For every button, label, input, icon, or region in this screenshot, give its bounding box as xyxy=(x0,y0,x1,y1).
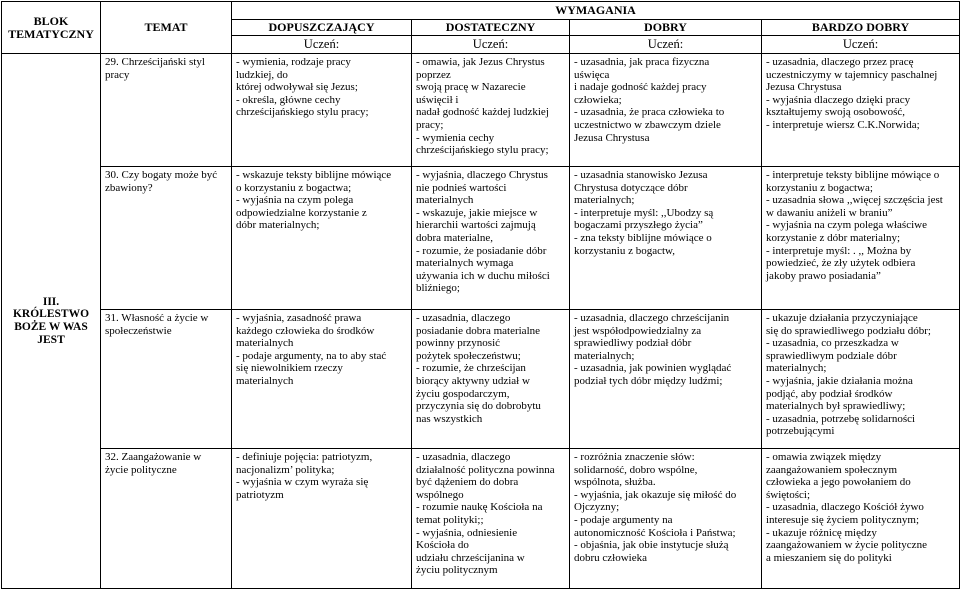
requirement-line: korzystanie z dóbr materialny; xyxy=(766,231,901,244)
requirement-line: życiu gospodarczym, xyxy=(416,387,510,400)
requirement-line: Jezusa Chrystusa xyxy=(574,131,650,144)
requirement-line: - wymienia cechy xyxy=(416,131,495,144)
requirement-line: nacjonalizm’ polityka; xyxy=(236,463,335,476)
requirement-line: nie podnieś wartości xyxy=(416,181,507,194)
requirement-line: pracy; xyxy=(416,118,444,131)
requirement-line: wspólnota, służba. xyxy=(574,476,656,489)
requirement-line: - objaśnia, jak obie instytucje służą xyxy=(574,539,729,552)
req-bardzo-dobry xyxy=(762,310,960,449)
requirement-line: przyczynia się do dobrobytu xyxy=(416,400,541,413)
requirement-line: - uzasadnia, dlaczego chrześcijanin xyxy=(574,312,730,324)
requirement-line: materialnych; xyxy=(574,349,635,362)
req-dopuszczajacy xyxy=(232,449,412,589)
req-bardzo-dobry xyxy=(762,54,960,167)
requirement-line: autonomiczność Kościoła i Państwa; xyxy=(574,526,736,539)
requirement-line: patriotyzm xyxy=(236,488,284,501)
req-dobry xyxy=(570,54,762,167)
requirement-line: materialnych wymaga xyxy=(416,257,514,270)
uczen-label: Uczeń: xyxy=(412,36,570,54)
requirement-line: - omawia, jak Jezus Chrystus xyxy=(416,56,545,68)
temat-cell: 31. Własność a życie w społeczeństwie xyxy=(101,310,232,449)
req-dopuszczajacy xyxy=(232,167,412,310)
req-dobry xyxy=(570,449,762,589)
requirement-line: Kościoła do xyxy=(416,539,469,552)
req-dostateczny xyxy=(412,310,570,449)
requirement-line: chrześcijańskiego stylu pracy; xyxy=(236,106,369,119)
requirement-line: - uzasadnia, dlaczego Kościół żywo xyxy=(766,501,924,514)
table-row xyxy=(2,449,960,589)
requirement-line: dobru człowieka xyxy=(574,551,647,564)
uczen-label: Uczeń: xyxy=(570,36,762,54)
requirement-line: poprzez xyxy=(416,68,451,81)
level-bardzo-dobry: BARDZO DOBRY xyxy=(762,20,960,36)
req-bardzo-dobry xyxy=(762,167,960,310)
requirement-line: jakoby prawo posiadania” xyxy=(766,269,881,282)
requirement-line: interesuje się życiem politycznym; xyxy=(766,513,920,526)
requirement-line: nas wszystkich xyxy=(416,412,483,425)
requirement-line: - wyjaśnia na czym polega właściwe xyxy=(766,219,927,232)
requirement-line: - omawia związek między xyxy=(766,451,882,463)
requirement-line: o korzystaniu z bogactwa; xyxy=(236,181,352,194)
requirement-line: - podaje argumenty, na to aby stać xyxy=(236,349,387,362)
requirement-line: której odwoływał się Jezus; xyxy=(236,81,358,94)
req-dobry xyxy=(570,167,762,310)
requirement-line: ludzkiej, do xyxy=(236,68,288,81)
req-dopuszczajacy xyxy=(232,310,412,449)
requirement-line: - rozumie, że chrześcijan xyxy=(416,362,526,375)
req-dostateczny xyxy=(412,449,570,589)
level-dostateczny: DOSTATECZNY xyxy=(412,20,570,36)
requirement-line: powiedzieć, że zły użytek odbiera xyxy=(766,257,916,270)
requirement-line: uczestniczymy w tajemnicy paschalnej xyxy=(766,68,938,81)
requirement-line: - uzasadnia, jak powinien wyglądać xyxy=(574,362,732,375)
requirement-line: - uzasadnia, jak praca fizyczna xyxy=(574,56,710,68)
requirement-line: świętości; xyxy=(766,488,810,501)
table-row xyxy=(2,167,960,310)
requirement-line: Ojczyzny; xyxy=(574,501,620,514)
level-dobry: DOBRY xyxy=(570,20,762,36)
requirement-line: udziału chrześcijanina w xyxy=(416,551,525,564)
requirement-line: - określa, główne cechy xyxy=(236,93,341,106)
requirement-line: bogaczami przyszłego życia” xyxy=(574,219,703,232)
level-dopuszczajacy: DOPUSZCZAJĄCY xyxy=(232,20,412,36)
requirement-line: - wyjaśnia, jakie działania można xyxy=(766,374,913,387)
requirement-line: - uzasadnia, dlaczego xyxy=(416,451,511,463)
requirement-line: solidarność, dobro wspólne, xyxy=(574,463,698,476)
requirement-line: - rozumie, że posiadanie dóbr xyxy=(416,244,547,257)
requirement-line: życiu politycznym xyxy=(416,564,498,577)
requirement-line: - zna teksty biblijne mówiące o xyxy=(574,231,712,244)
requirement-line: - interpretuje myśl: . ,, Można by xyxy=(766,244,912,257)
temat-cell: 32. Zaangażowanie w życie polityczne xyxy=(101,449,232,589)
requirement-line: - podaje argumenty na xyxy=(574,513,673,526)
requirement-line: - interpretuje myśl: ,,Ubodzy są xyxy=(574,206,714,219)
temat-cell: 30. Czy bogaty może być zbawiony? xyxy=(101,167,232,310)
requirement-line: - ukazuje różnicę między xyxy=(766,526,877,539)
requirement-line: materialnych; xyxy=(766,362,827,375)
blok-header: BLOK TEMATYCZNY xyxy=(2,2,101,54)
requirement-line: - uzasadnia, dlaczego przez pracę xyxy=(766,56,914,68)
requirement-line: - wyjaśnia w czym wyraża się xyxy=(236,476,369,489)
requirement-line: sprawiedliwy podział dóbr xyxy=(574,337,692,350)
requirement-line: się do sprawiedliwego podziału dóbr; xyxy=(766,324,931,337)
requirement-line: - rozróżnia znaczenie słów: xyxy=(574,451,695,463)
requirement-line: powinny przynosić xyxy=(416,337,501,350)
curriculum-table xyxy=(1,1,960,589)
requirement-line: materialnych; xyxy=(574,194,635,207)
requirement-line: - wyjaśnia, dlaczego Chrystus xyxy=(416,169,548,181)
requirement-line: - wskazuje teksty biblijne mówiące xyxy=(236,169,392,181)
requirement-line: - uzasadnia, że praca człowieka to xyxy=(574,106,725,119)
requirement-line: - uzasadnia, dlaczego xyxy=(416,312,511,324)
requirement-line: podział tych dóbr między ludźmi; xyxy=(574,374,723,387)
requirement-line: materialnych xyxy=(236,374,294,387)
requirement-line: odpowiedzialne korzystanie z xyxy=(236,206,367,219)
requirement-line: - rozumie naukę Kościoła na xyxy=(416,501,543,514)
requirement-line: nadał godność każdej ludzkiej xyxy=(416,106,549,119)
req-dostateczny xyxy=(412,54,570,167)
requirement-line: dóbr materialnych; xyxy=(236,219,320,232)
requirement-line: wspólnego xyxy=(416,488,464,501)
requirement-line: podjąć, aby podział środków xyxy=(766,387,893,400)
requirement-line: dobra materialne, xyxy=(416,231,493,244)
requirement-line: biorący aktywny udział w xyxy=(416,374,530,387)
requirement-line: używania ich w duchu miłości xyxy=(416,269,550,282)
requirement-line: korzystaniu z bogactw, xyxy=(574,244,676,257)
requirement-line: materialnych był sprawiedliwy; xyxy=(766,400,906,413)
requirement-line: człowieka; xyxy=(574,93,622,106)
req-dobry xyxy=(570,310,762,449)
temat-header: TEMAT xyxy=(101,2,232,54)
requirement-line: materialnych xyxy=(236,337,294,350)
requirement-line: zaangażowaniem w życie polityczne xyxy=(766,539,927,552)
requirement-line: uświęcił i xyxy=(416,93,459,106)
requirement-line: - uzasadnia, co przeszkadza w xyxy=(766,337,899,350)
requirement-line: pożytek społeczeństwu; xyxy=(416,349,521,362)
requirement-line: w dawaniu aniżeli w braniu” xyxy=(766,206,893,219)
requirement-line: bliźniego; xyxy=(416,282,460,295)
requirement-line: zaangażowaniem społecznym xyxy=(766,463,898,476)
blok-name: III. KRÓLESTWO BOŻE W WAS JEST xyxy=(2,54,101,589)
table-row xyxy=(2,54,960,167)
requirement-line: hierarchii wartości zajmują xyxy=(416,219,536,232)
requirement-line: się niewolnikiem rzeczy xyxy=(236,362,343,375)
requirement-line: - wskazuje, jakie miejsce w xyxy=(416,206,538,219)
requirement-line: - interpretuje teksty biblijne mówiące o xyxy=(766,169,940,181)
requirement-line: - wyjaśnia dlaczego dzięki pracy xyxy=(766,93,911,106)
requirement-line: a mieszaniem się do polityki xyxy=(766,551,892,564)
requirement-line: - wyjaśnia, jak okazuje się miłość do xyxy=(574,488,737,501)
requirement-line: materialnych xyxy=(416,194,474,207)
req-bardzo-dobry xyxy=(762,449,960,589)
requirement-line: jest współodpowiedzialny za xyxy=(574,324,702,337)
req-dopuszczajacy xyxy=(232,54,412,167)
requirement-line: - definiuje pojęcia: patriotyzm, xyxy=(236,451,373,463)
requirement-line: - wyjaśnia na czym polega xyxy=(236,194,354,207)
requirement-line: działalność polityczna powinna xyxy=(416,463,555,476)
requirement-line: uczestnictwo w zbawczym dziele xyxy=(574,118,721,131)
uczen-label: Uczeń: xyxy=(232,36,412,54)
requirement-line: - interpretuje wiersz C.K.Norwida; xyxy=(766,118,920,131)
requirement-line: uświęca xyxy=(574,68,610,81)
requirement-line: swoją pracę w Nazarecie xyxy=(416,81,526,94)
requirement-line: temat polityki;; xyxy=(416,513,484,526)
temat-cell: 29. Chrześcijański styl pracy xyxy=(101,54,232,167)
table-row xyxy=(2,310,960,449)
requirement-line: - wyjaśnia, zasadność prawa xyxy=(236,312,362,324)
requirement-line: kształtujemy swoją osobowość, xyxy=(766,106,906,119)
requirement-line: człowieka a jego powołaniem do xyxy=(766,476,911,489)
requirement-line: być dążeniem do dobra xyxy=(416,476,519,489)
requirement-line: każdego człowieka do środków xyxy=(236,324,375,337)
wymagania-header: WYMAGANIA xyxy=(232,2,960,20)
requirement-line: korzystaniu z bogactwa; xyxy=(766,181,873,194)
requirement-line: Chrystusa dotyczące dóbr xyxy=(574,181,688,194)
requirement-line: - wymienia, rodzaje pracy xyxy=(236,56,351,68)
requirement-line: Jezusa Chrystusa xyxy=(766,81,842,94)
uczen-label: Uczeń: xyxy=(762,36,960,54)
requirement-line: sprawiedliwym podziale dóbr xyxy=(766,349,897,362)
requirement-line: - uzasadnia, potrzebę solidarności xyxy=(766,412,916,425)
requirement-line: - ukazuje działania przyczyniające xyxy=(766,312,918,324)
requirement-line: chrześcijańskiego stylu pracy; xyxy=(416,144,549,157)
requirement-line: posiadanie dobra materialne xyxy=(416,324,541,337)
requirement-line: - uzasadnia stanowisko Jezusa xyxy=(574,169,708,181)
requirement-line: - uzasadnia słowa ,,więcej szczęścia jest xyxy=(766,194,943,207)
requirement-line: potrzebującymi xyxy=(766,425,835,438)
requirement-line: i nadaje godność każdej pracy xyxy=(574,81,707,94)
requirement-line: - wyjaśnia, odniesienie xyxy=(416,526,518,539)
req-dostateczny xyxy=(412,167,570,310)
